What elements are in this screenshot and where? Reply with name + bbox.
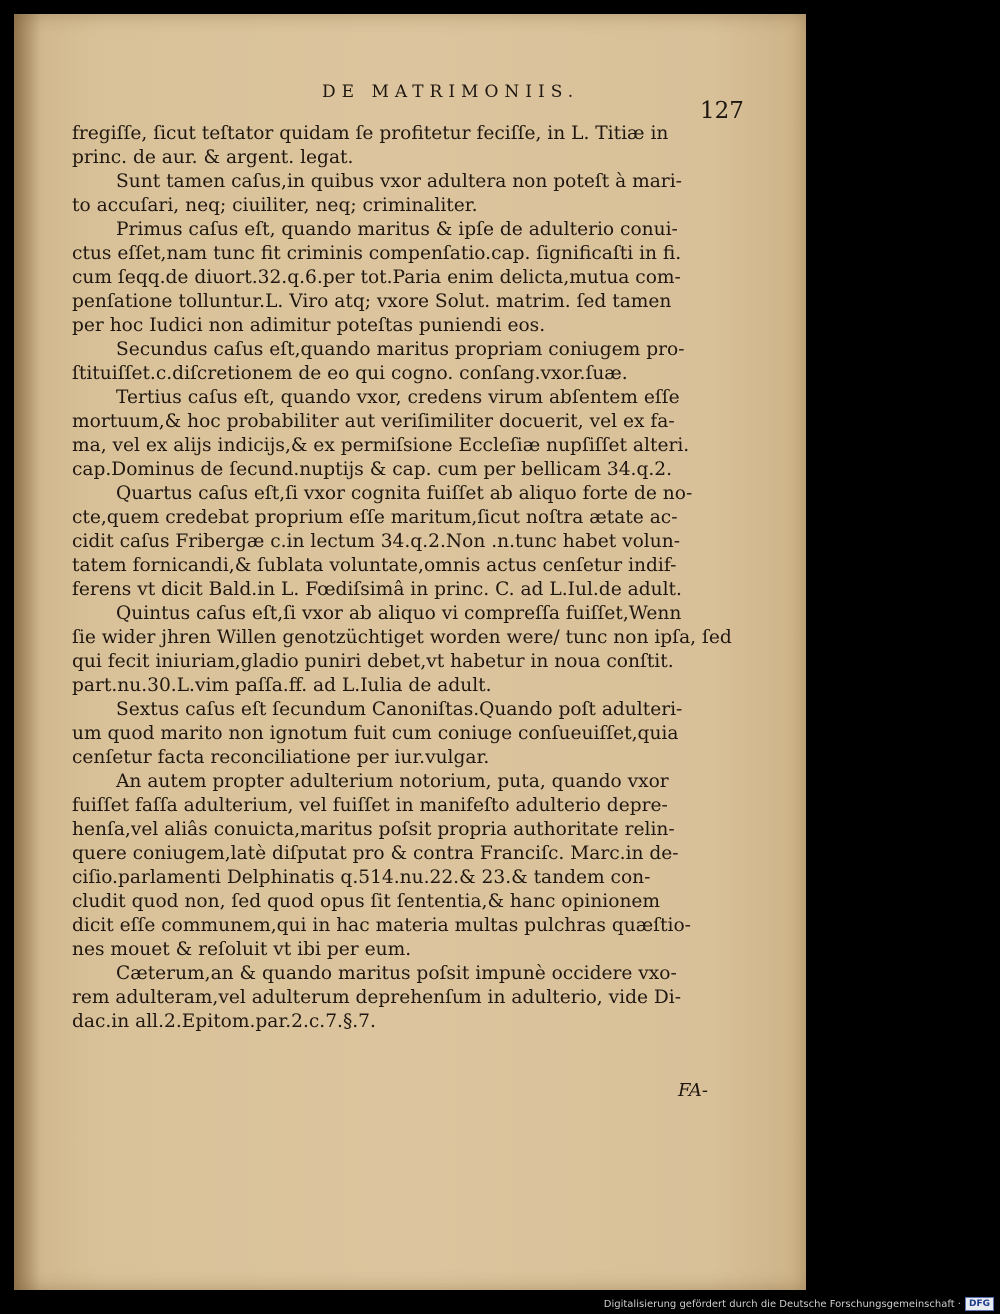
book-page <box>14 14 806 1290</box>
text-line: henſa,vel aliâs conuicta,maritus poſsit propria authoritate relin- <box>72 819 675 840</box>
text-line: An autem propter adulterium notorium, puta, quando vxor <box>116 771 669 792</box>
digitization-footer <box>604 1297 994 1311</box>
text-line: Quintus caſus eſt,ſi vxor ab aliquo vi compreſſa fuiſſet,Wenn <box>116 603 682 624</box>
catchword: FA- <box>678 1080 709 1101</box>
text-line: ctus eſſet,nam tunc fit criminis compenſatio.cap. ſignificaſti in fi. <box>72 243 682 264</box>
text-line: Primus caſus eſt, quando maritus & ipſe de adulterio conui- <box>116 219 678 240</box>
text-line: per hoc Iudici non adimitur poteſtas puniendi eos. <box>72 315 546 336</box>
text-line: ſtituiſſet.c.diſcretionem de eo qui cogno. conſang.vxor.ſuæ. <box>72 363 628 384</box>
text-line: Quartus caſus eſt,ſi vxor cognita fuiſſet ab aliquo forte de no- <box>116 483 693 504</box>
text-line: dicit eſſe communem,qui in hac materia multas pulchras quæſtio- <box>72 915 691 936</box>
text-line: part.nu.30.L.vim paſſa.ff. ad L.Iulia de adult. <box>72 675 492 696</box>
text-line: cte,quem credebat proprium eſſe maritum,ſicut noſtra ætate ac- <box>72 507 678 528</box>
running-head: DE MATRIMONIIS. <box>322 82 580 102</box>
text-line: um quod marito non ignotum fuit cum coniuge conſueuiſſet,quia <box>72 723 679 744</box>
text-line: princ. de aur. & argent. legat. <box>72 147 354 168</box>
text-line: ciſio.parlamenti Delphinatis q.514.nu.22.& 23.& tandem con- <box>72 867 651 888</box>
page-number: 127 <box>700 98 744 124</box>
text-line: Sextus caſus eſt ſecundum Canoniſtas.Quando poſt adulteri- <box>116 699 683 720</box>
dfg-logo-icon: DFG <box>965 1297 994 1311</box>
footer-credit: Digitalisierung gefördert durch die Deutsche Forschungsgemeinschaft · <box>603 1298 961 1310</box>
text-line: rem adulteram,vel adulterum deprehenſum in adulterio, vide Di- <box>72 987 682 1008</box>
text-line: to accuſari, neq; ciuiliter, neq; criminaliter. <box>72 195 478 216</box>
text-line: cap.Dominus de ſecund.nuptijs & cap. cum per bellicam 34.q.2. <box>72 459 672 480</box>
text-line: dac.in all.2.Epitom.par.2.c.7.§.7. <box>72 1011 376 1032</box>
text-line: Secundus caſus eſt,quando maritus propriam coniugem pro- <box>116 339 685 360</box>
text-line: cidit caſus Fribergæ c.in lectum 34.q.2.Non .n.tunc habet volun- <box>72 531 680 552</box>
text-line: penſatione tolluntur.L. Viro atq; vxore Solut. matrim. ſed tamen <box>72 291 672 312</box>
body-text <box>72 122 756 1034</box>
text-line: cludit quod non, ſed quod opus ſit ſententia,& hanc opinionem <box>72 891 661 912</box>
text-line: cum ſeqq.de diuort.32.q.6.per tot.Paria enim delicta,mutua com- <box>72 267 681 288</box>
text-line: Sunt tamen caſus,in quibus vxor adultera non poteſt à mari- <box>116 171 682 192</box>
text-line: tatem fornicandi,& ſublata voluntate,omnis actus cenſetur indif- <box>72 555 677 576</box>
text-line: nes mouet & reſoluit vt ibi per eum. <box>72 939 412 960</box>
text-line: qui fecit iniuriam,gladio puniri debet,vt habetur in noua conſtit. <box>72 651 674 672</box>
text-line: fregiſſe, ſicut teſtator quidam ſe profitetur feciſſe, in L. Titiæ in <box>72 123 669 144</box>
text-line: ferens vt dicit Bald.in L. Fœdiſsimâ in princ. C. ad L.Iul.de adult. <box>72 579 682 600</box>
text-line: ſie wider jhren Willen genotzüchtiget worden were/ tunc non ipſa, ſed <box>72 627 732 648</box>
text-line: cenſetur facta reconciliatione per iur.vulgar. <box>72 747 490 768</box>
text-line: mortuum,& hoc probabiliter aut veriſimiliter docuerit, vel ex fa- <box>72 411 675 432</box>
text-line: ma, vel ex alijs indicijs,& ex permiſsione Eccleſiæ nupſiſſet alteri. <box>72 435 690 456</box>
text-line: Tertius caſus eſt, quando vxor, credens virum abſentem eſſe <box>116 387 680 408</box>
text-line: fuiſſet faſſa adulterium, vel fuiſſet in manifeſto adulterio depre- <box>72 795 668 816</box>
text-line: Cæterum,an & quando maritus poſsit impunè occidere vxo- <box>116 963 677 984</box>
text-line: quere coniugem,latè diſputat pro & contra Franciſc. Marc.in de- <box>72 843 679 864</box>
